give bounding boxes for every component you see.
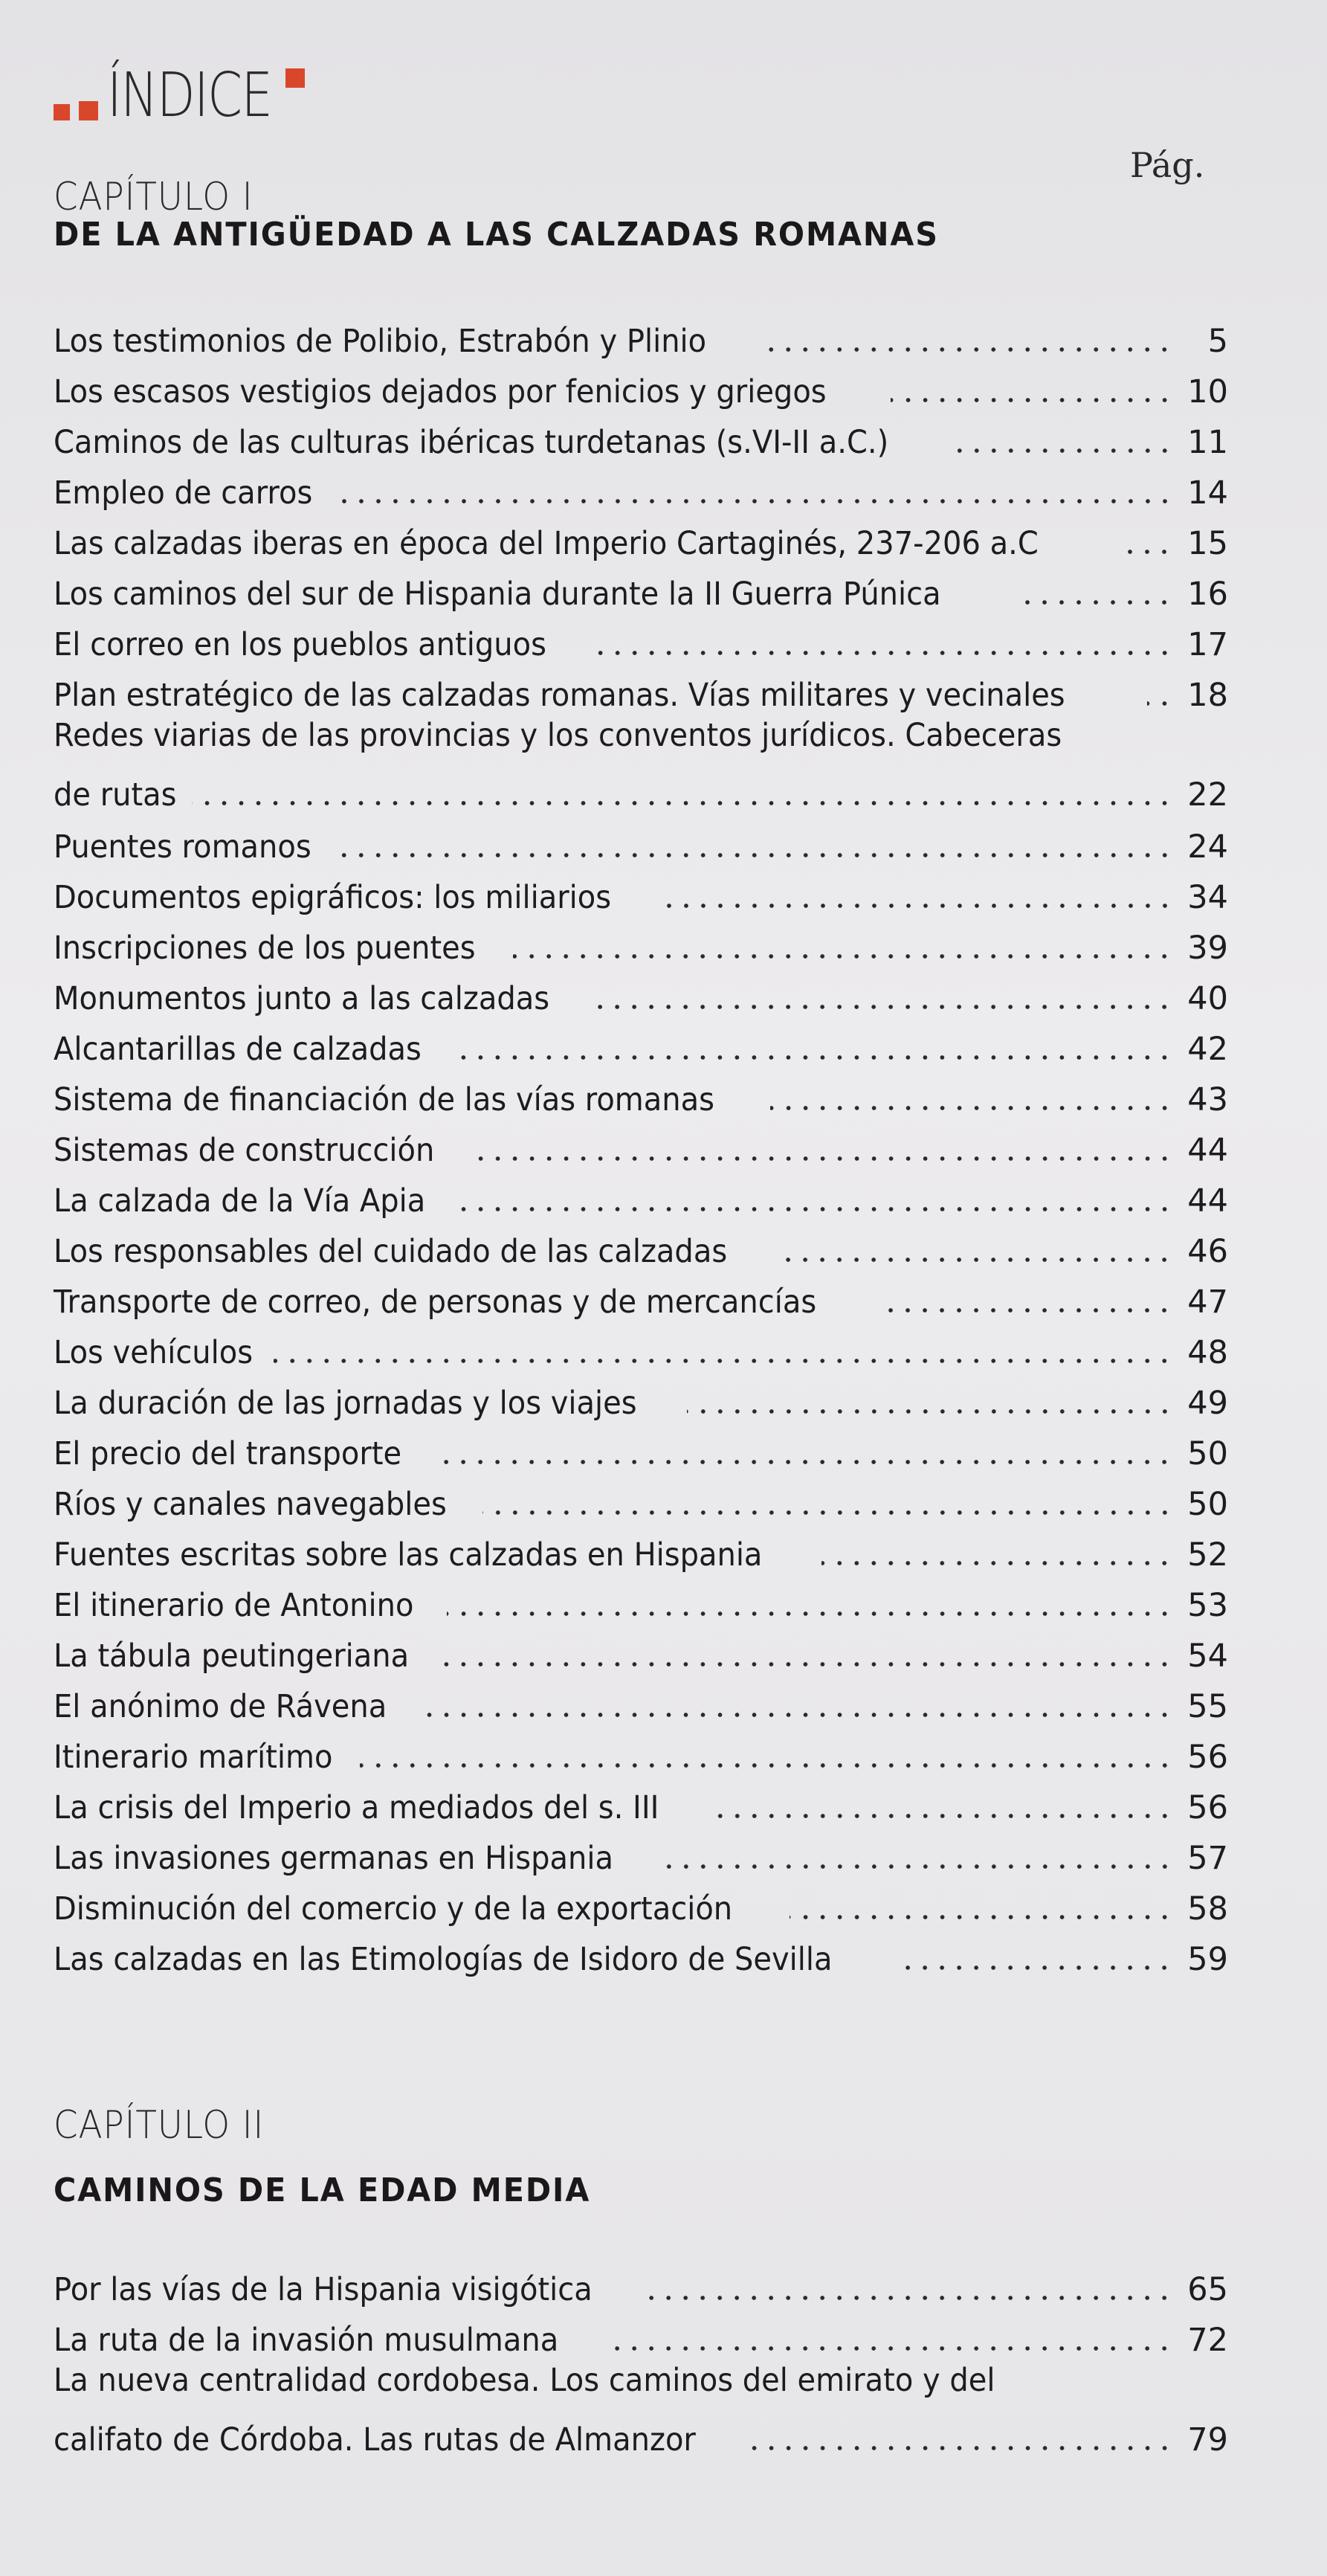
- toc-entry-page: 16: [1187, 576, 1228, 614]
- dot-leader: [455, 1053, 1173, 1062]
- toc-entry: [54, 1880, 1228, 1929]
- toc-entry: [54, 2362, 1228, 2460]
- toc-entry-page: 14: [1187, 474, 1228, 512]
- chapter-2-title: CAMINOS DE LA EDAD MEDIA: [54, 2171, 591, 2209]
- toc-entry-title: Itinerario marítimo: [54, 1739, 333, 1777]
- toc-entry: [54, 312, 1228, 361]
- dot-leader: [418, 1710, 1173, 1719]
- toc-entry-title: El anónimo de Rávena: [54, 1688, 387, 1726]
- toc-entry: [54, 1728, 1228, 1777]
- toc-entry-page: 17: [1187, 626, 1228, 664]
- toc-entry: [54, 515, 1228, 564]
- toc-entry-title: Los vehículos: [54, 1334, 254, 1372]
- red-square-icon: [79, 101, 98, 120]
- toc-entry-page: 5: [1207, 323, 1228, 361]
- toc-entry-title: Transporte de correo, de personas y de mercancías: [54, 1284, 817, 1321]
- toc-entry-page: 55: [1187, 1688, 1228, 1726]
- toc-entry-title: Sistemas de construcción: [54, 1132, 435, 1170]
- toc-entry: [54, 1931, 1228, 1980]
- chapter-1-label: CAPÍTULO I: [54, 175, 254, 219]
- toc-entry: [54, 666, 1228, 715]
- toc-entry: [54, 1273, 1228, 1322]
- toc-entry-title: El correo en los pueblos antiguos: [54, 626, 546, 664]
- dot-leader: [659, 901, 1173, 910]
- toc-entry-title: Sistema de financiación de las vías romanas: [54, 1081, 714, 1119]
- dot-leader: [821, 1559, 1173, 1568]
- toc-entry-page: 72: [1187, 2322, 1228, 2360]
- index-header: [54, 45, 314, 131]
- dot-leader: [1147, 699, 1173, 708]
- toc-entry-page: 43: [1187, 1081, 1228, 1119]
- dot-leader: [639, 2293, 1173, 2302]
- toc-entry: [54, 1020, 1228, 1069]
- toc-entry-title: Fuentes escritas sobre las calzadas en Hispania: [54, 1536, 763, 1574]
- toc-entry-title: El precio del transporte: [54, 1435, 402, 1473]
- toc-entry-title: Las calzadas en las Etimologías de Isidoro de Sevilla: [54, 1941, 833, 1979]
- toc-entry: [54, 616, 1228, 665]
- toc-entry: [54, 1425, 1228, 1474]
- toc-entry-row: [54, 766, 1228, 815]
- dot-leader: [337, 851, 1173, 860]
- toc-entry-page: 18: [1187, 677, 1228, 715]
- toc-entry-title: Monumentos junto a las calzadas: [54, 980, 550, 1018]
- toc-entry-page: 24: [1187, 828, 1228, 866]
- toc-entry-title: La ruta de la invasión musulmana: [54, 2322, 559, 2360]
- toc-entry: [54, 970, 1228, 1019]
- toc-entry-title: Por las vías de la Hispania visigótica: [54, 2271, 593, 2309]
- dot-leader: [602, 2344, 1173, 2353]
- toc-entry-title: La calzada de la Vía Apia: [54, 1182, 426, 1220]
- toc-entry-row: [54, 2411, 1228, 2460]
- red-square-icon: [285, 68, 305, 88]
- toc-entry-page: 15: [1187, 525, 1228, 563]
- page-column-label: Pág.: [1130, 145, 1205, 185]
- dot-leader: [447, 1609, 1173, 1618]
- toc-entry-page: 56: [1187, 1739, 1228, 1777]
- toc-entry-title: Inscripciones de los puentes: [54, 930, 476, 967]
- toc-entry-title-line2: califato de Córdoba. Las rutas de Almanzor: [54, 2421, 696, 2459]
- toc-entry-page: 11: [1187, 424, 1228, 462]
- toc-entry-page: 48: [1187, 1334, 1228, 1372]
- toc-entry-title: La duración de las jornadas y los viajes: [54, 1385, 637, 1423]
- toc-entry: [54, 1223, 1228, 1272]
- toc-entry: [54, 565, 1228, 614]
- dot-leader: [274, 1356, 1173, 1365]
- index-title: ÍNDICE: [107, 60, 272, 131]
- toc-entry: [54, 1071, 1228, 1120]
- toc-entry: [54, 1577, 1228, 1626]
- toc-entry: [54, 1172, 1228, 1221]
- chapter-1-title: DE LA ANTIGÜEDAD A LAS CALZADAS ROMANAS: [54, 216, 939, 254]
- toc-entry-page: 10: [1187, 373, 1228, 411]
- dot-leader: [590, 648, 1173, 657]
- toc-entry: [54, 1324, 1228, 1373]
- dot-leader: [1118, 547, 1173, 556]
- toc-entry-title: Plan estratégico de las calzadas romanas. Vías militares y vecinales: [54, 677, 1065, 715]
- dot-leader: [662, 1862, 1173, 1871]
- dot-leader: [482, 1508, 1173, 1517]
- toc-entry: [54, 717, 1228, 815]
- dot-leader: [687, 1407, 1173, 1416]
- toc-entry-page: 57: [1187, 1840, 1228, 1878]
- dot-leader: [761, 345, 1173, 354]
- toc-entry-title-line1: La nueva centralidad cordobesa. Los caminos del emirato y del: [54, 2362, 995, 2399]
- toc-entry: [54, 2311, 1228, 2360]
- toc-entry-page: 42: [1187, 1031, 1228, 1069]
- toc-entry-page: 46: [1187, 1233, 1228, 1271]
- toc-entry-title-line1: Redes viarias de las provincias y los conventos jurídicos. Cabeceras: [54, 717, 1062, 754]
- toc-entry-page: 34: [1187, 879, 1228, 917]
- toc-entry-page: 53: [1187, 1587, 1228, 1625]
- dot-leader: [338, 497, 1173, 506]
- dot-leader: [958, 446, 1173, 455]
- dot-leader: [750, 2444, 1173, 2453]
- toc-entry-page: 56: [1187, 1789, 1228, 1827]
- toc-entry-page: 39: [1187, 930, 1228, 967]
- toc-entry: [54, 1374, 1228, 1423]
- toc-entry-page: 49: [1187, 1385, 1228, 1423]
- dot-leader: [360, 1761, 1173, 1770]
- dot-leader: [784, 1255, 1173, 1264]
- toc-entry-page: 58: [1187, 1890, 1228, 1928]
- toc-entry-title: El itinerario de Antonino: [54, 1587, 414, 1625]
- toc-entry-title: Alcantarillas de calzadas: [54, 1031, 422, 1069]
- toc-entry-title: Documentos epigráficos: los miliarios: [54, 879, 612, 917]
- toc-entry: [54, 1121, 1228, 1171]
- toc-entry-title: Empleo de carros: [54, 474, 313, 512]
- toc-entry-title: Los testimonios de Polibio, Estrabón y Plinio: [54, 323, 707, 361]
- dot-leader: [469, 1154, 1173, 1163]
- toc-entry-title: La tábula peutingeriana: [54, 1638, 410, 1675]
- dot-leader: [442, 1660, 1173, 1669]
- red-square-small-icon: [54, 104, 70, 120]
- toc-entry-title: Las calzadas iberas en época del Imperio Cartaginés, 237-206 a.C: [54, 525, 1039, 563]
- toc-entry-page: 79: [1187, 2421, 1228, 2459]
- toc-entry: [54, 919, 1228, 968]
- toc-entry: [54, 1475, 1228, 1524]
- toc-entry: [54, 1678, 1228, 1727]
- toc-entry: [54, 363, 1228, 412]
- toc-entry: [54, 1627, 1228, 1676]
- toc-entry: [54, 818, 1228, 867]
- toc-entry: [54, 1779, 1228, 1828]
- toc-entry-page: 54: [1187, 1638, 1228, 1675]
- toc-entry-page: 44: [1187, 1132, 1228, 1170]
- dot-leader: [879, 1306, 1173, 1315]
- toc-entry-page: 65: [1187, 2271, 1228, 2309]
- toc-entry-title: Los responsables del cuidado de las calzadas: [54, 1233, 728, 1271]
- dot-leader: [711, 1812, 1173, 1820]
- toc-entry-title: La crisis del Imperio a mediados del s. III: [54, 1789, 659, 1827]
- dot-leader: [513, 952, 1173, 961]
- toc-entry: [54, 413, 1228, 463]
- toc-entry: [54, 2261, 1228, 2310]
- dot-leader: [770, 1104, 1173, 1112]
- toc-entry-page: 50: [1187, 1486, 1228, 1524]
- toc-entry-title: Disminución del comercio y de la exportación: [54, 1890, 733, 1928]
- dot-leader: [459, 1205, 1173, 1214]
- dot-leader: [192, 799, 1173, 808]
- toc-entry-title: Caminos de las culturas ibéricas turdetanas (s.VI-II a.C.): [54, 424, 889, 462]
- dot-leader: [897, 1963, 1173, 1972]
- toc-entry-title: Las invasiones germanas en Hispania: [54, 1840, 613, 1878]
- dot-leader: [891, 396, 1173, 405]
- toc-entry-page: 47: [1187, 1284, 1228, 1321]
- toc-entry-title-line2: de rutas: [54, 776, 177, 814]
- toc-entry-page: 40: [1187, 980, 1228, 1018]
- toc-entry: [54, 1526, 1228, 1575]
- toc-entry-title: Los caminos del sur de Hispania durante la II Guerra Púnica: [54, 576, 941, 614]
- toc-entry-page: 44: [1187, 1182, 1228, 1220]
- chapter-2-label: CAPÍTULO II: [54, 2103, 265, 2148]
- toc-entry-title: Ríos y canales navegables: [54, 1486, 447, 1524]
- toc-entry: [54, 464, 1228, 513]
- toc-entry-title: Los escasos vestigios dejados por fenicios y griegos: [54, 373, 827, 411]
- toc-entry-page: 50: [1187, 1435, 1228, 1473]
- dot-leader: [593, 1002, 1173, 1011]
- dot-leader: [790, 1913, 1173, 1922]
- dot-leader: [1013, 598, 1173, 607]
- toc-entry-page: 22: [1187, 776, 1228, 814]
- toc-entry: [54, 1829, 1228, 1878]
- toc-entry: [54, 869, 1228, 918]
- dot-leader: [433, 1458, 1173, 1466]
- toc-entry-page: 59: [1187, 1941, 1228, 1979]
- toc-entry-page: 52: [1187, 1536, 1228, 1574]
- toc-entry-title: Puentes romanos: [54, 828, 311, 866]
